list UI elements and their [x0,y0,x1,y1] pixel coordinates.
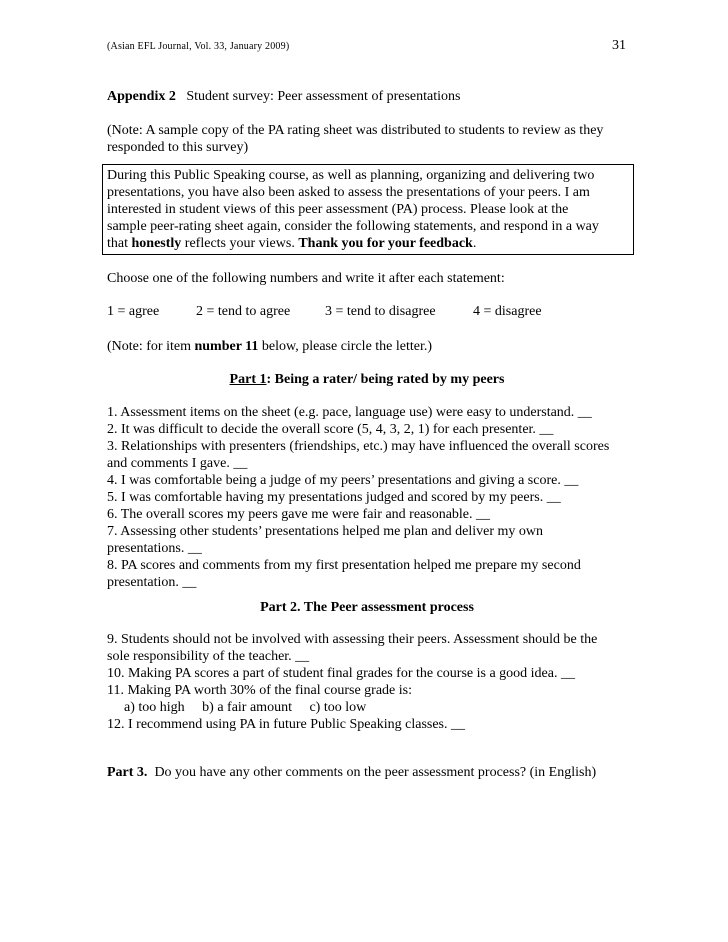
page-number: 31 [612,38,626,53]
note-text: below, please circle the letter.) [258,339,433,354]
part1-title: : Being a rater/ being rated by my peers [266,372,505,387]
instruction: Choose one of the following numbers and write it after each statement: [107,271,505,286]
survey-item: 6. The overall scores my peers gave me were fair and reasonable. __ [107,507,491,522]
survey-item: 5. I was comfortable having my presentations judged and scored by my peers. __ [107,490,561,505]
appendix-title: Student survey: Peer assessment of presentations [186,89,461,104]
scale-3: 3 = tend to disagree [325,304,436,319]
survey-item: 7. Assessing other students’ presentations helped me plan and deliver my own [107,524,543,539]
survey-item: 3. Relationships with presenters (friendships, etc.) may have influenced the overall scores [107,439,610,454]
intro-line [107,235,629,252]
survey-item: 9. Students should not be involved with assessing their peers. Assessment should be the [107,632,598,647]
part3-label: Part 3. [107,765,148,780]
sample-note [107,122,627,156]
intro-thanks: Thank you for your feedback [298,236,473,251]
intro-text: that [107,236,132,251]
survey-item: presentation. __ [107,575,197,590]
survey-item: presentations. __ [107,541,202,556]
scale-1: 1 = agree [107,304,160,319]
survey-item: 10. Making PA scores a part of student final grades for the course is a good idea. __ [107,666,575,681]
item11-options: a) too high b) a fair amount c) too low [124,700,367,715]
survey-item: sole responsibility of the teacher. __ [107,649,310,664]
appendix-heading [107,88,627,105]
sample-note-line: responded to this survey) [107,140,249,155]
part1-heading [107,371,627,388]
scale-4: 4 = disagree [473,304,542,319]
running-header: (Asian EFL Journal, Vol. 33, January 2009) [107,41,290,52]
intro-line: presentations, you have also been asked to assess the presentations of your peers. I am [107,185,590,200]
note-bold: number 11 [194,339,259,354]
survey-item: 8. PA scores and comments from my first presentation helped me prepare my second [107,558,581,573]
survey-item: 1. Assessment items on the sheet (e.g. pace, language use) were easy to understand. __ [107,405,592,420]
survey-item: 4. I was comfortable being a judge of my peers’ presentations and giving a score. __ [107,473,579,488]
survey-item: 12. I recommend using PA in future Public Speaking classes. __ [107,717,465,732]
part3-text: Do you have any other comments on the peer assessment process? (in English) [147,765,597,780]
intro-text: reflects your views. [181,236,299,251]
part3-question [107,764,627,781]
intro-box [102,164,634,255]
intro-line: sample peer-rating sheet again, consider the following statements, and respond in a way [107,219,599,234]
part2-items [107,631,627,733]
intro-line: During this Public Speaking course, as well as planning, organizing and delivering two [107,168,595,183]
intro-line: interested in student views of this peer assessment (PA) process. Please look at the [107,202,569,217]
sample-note-line: (Note: A sample copy of the PA rating sheet was distributed to students to review as they [107,123,604,138]
part1-label: Part 1 [229,372,267,387]
intro-text: . [472,236,477,251]
part1-items [107,404,627,591]
survey-item: 2. It was difficult to decide the overall score (5, 4, 3, 2, 1) for each presenter. __ [107,422,554,437]
part2-heading: Part 2. The Peer assessment process [260,600,474,615]
intro-honestly: honestly [131,236,182,251]
note-text: (Note: for item [107,339,195,354]
item11-note [107,338,627,355]
scale-2: 2 = tend to agree [196,304,291,319]
survey-item: 11. Making PA worth 30% of the final course grade is: [107,683,412,698]
appendix-label: Appendix 2 [107,89,176,104]
survey-item: and comments I gave. __ [107,456,248,471]
